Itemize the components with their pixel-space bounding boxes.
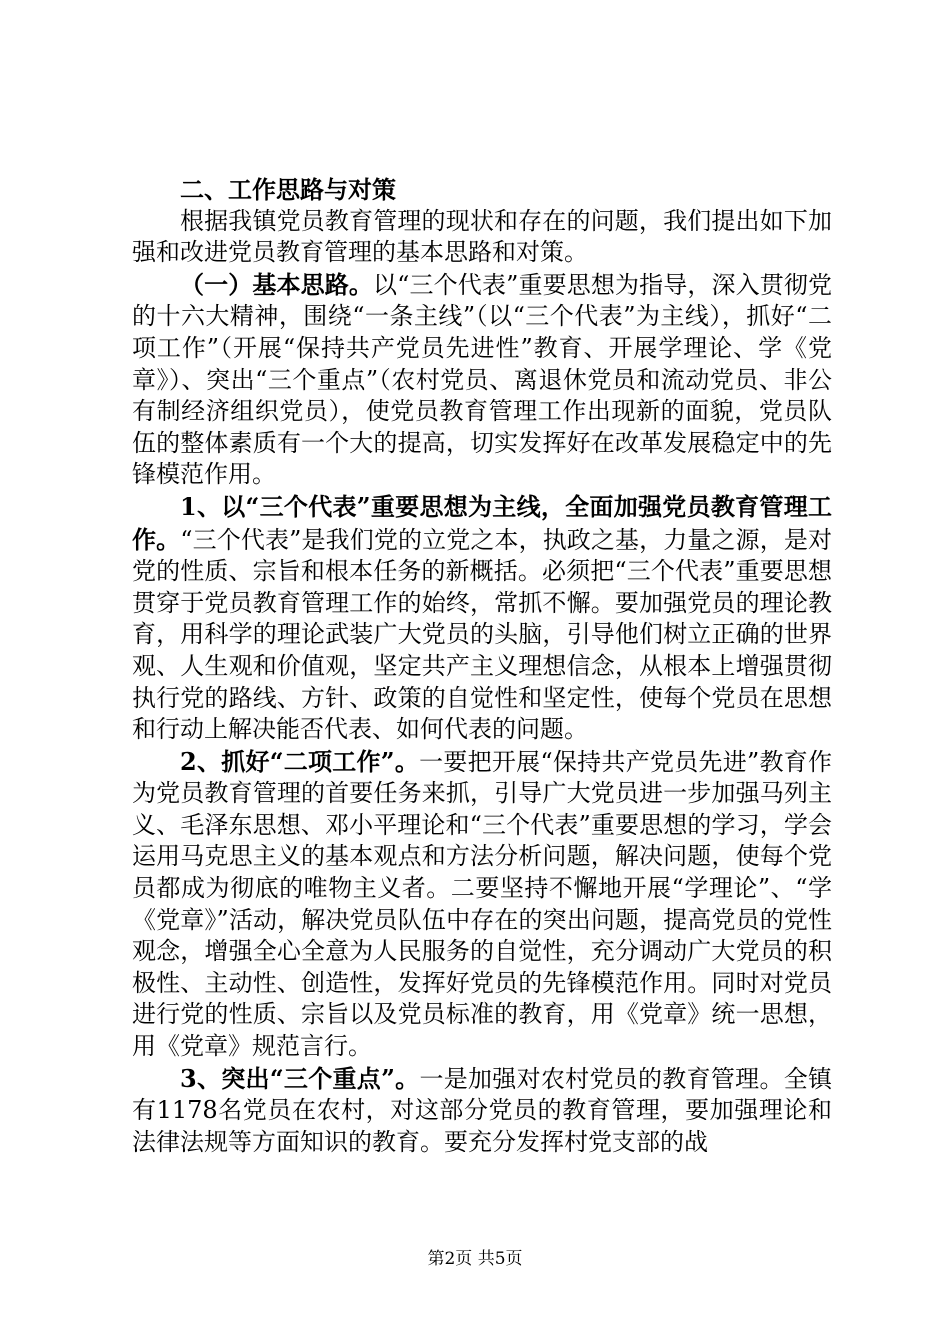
intro-paragraph: 根据我镇党员教育管理的现状和存在的问题，我们提出如下加强和改进党员教育管理的基本思路和对策。 [132,206,832,267]
basic-approach-paragraph [132,269,832,491]
point-1-body: “三个代表”是我们党的立党之本，执政之基，力量之源，是对党的性质、宗旨和根本任务的新概括。必须把“三个代表”重要思想贯穿于党员教育管理工作的始终，常抓不懈。要加强党员的理论教育，用科学的理论武装广大党员的头脑，引导他们树立正确的世界观、人生观和价值观，坚定共产主义理想信念，从根本上增强贯彻执行党的路线、方针、政策的自觉性和坚定性，使每个党员在思想和行动上解决能否代表、如何代表的问题。 [132,525,833,744]
point-1-paragraph [132,491,832,746]
section-heading: 二、工作思路与对策 [180,175,396,204]
basic-approach-lead: （一）基本思路。 [180,269,374,299]
body-text [132,174,832,1158]
point-3-body: 一是加强对农村党员的教育管理。全镇有1178名党员在农村，对这部分党员的教育管理，要加强理论和法律法规等方面知识的教育。要充分发挥村党支部的战 [132,1064,833,1156]
point-2-body: 一要把开展“保持共产党员先进”教育作为党员教育管理的首要任务来抓，引导广大党员进一步加强马列主义、毛泽东思想、邓小平理论和“三个代表”重要思想的学习，学会运用马克思主义的基本观点和方法分析问题，解决问题，使每个党员都成为彻底的唯物主义者。二要坚持不懈地开展“学理论”、“学《党章》”活动，解决党员队伍中存在的突出问题，提高党员的党性观念，增强全心全意为人民服务的自觉性，充分调动广大党员的积极性、主动性、创造性，发挥好党员的先锋模范作用。同时对党员进行党的性质、宗旨以及党员标准的教育，用《党章》统一思想，用《党章》规范言行。 [132,747,832,1061]
point-2-paragraph [132,746,832,1063]
basic-approach-body: 以“三个代表”重要思想为指导，深入贯彻党的十六大精神，围绕“一条主线”（以“三个代表”为主线），抓好“二项工作”（开展“保持共产党员先进性”教育、开展学理论、学《党章》）、突出“三个重点”（农村党员、离退休党员和流动党员、非公有制经济组织党员），使党员教育管理工作出现新的面貌，党员队伍的整体素质有一个大的提高，切实发挥好在改革发展稳定中的先锋模范作用。 [132,270,832,489]
point-1-lead: 1、以“三个代表”重要思想为主线，全面加强党员教育管理工作。 [132,491,832,554]
point-3-lead: 3、突出“三个重点”。 [180,1063,420,1093]
page-number-footer: 第2页 共5页 [427,1249,523,1269]
point-3-paragraph [132,1063,832,1159]
point-2-lead: 2、抓好“二项工作”。 [180,746,420,776]
